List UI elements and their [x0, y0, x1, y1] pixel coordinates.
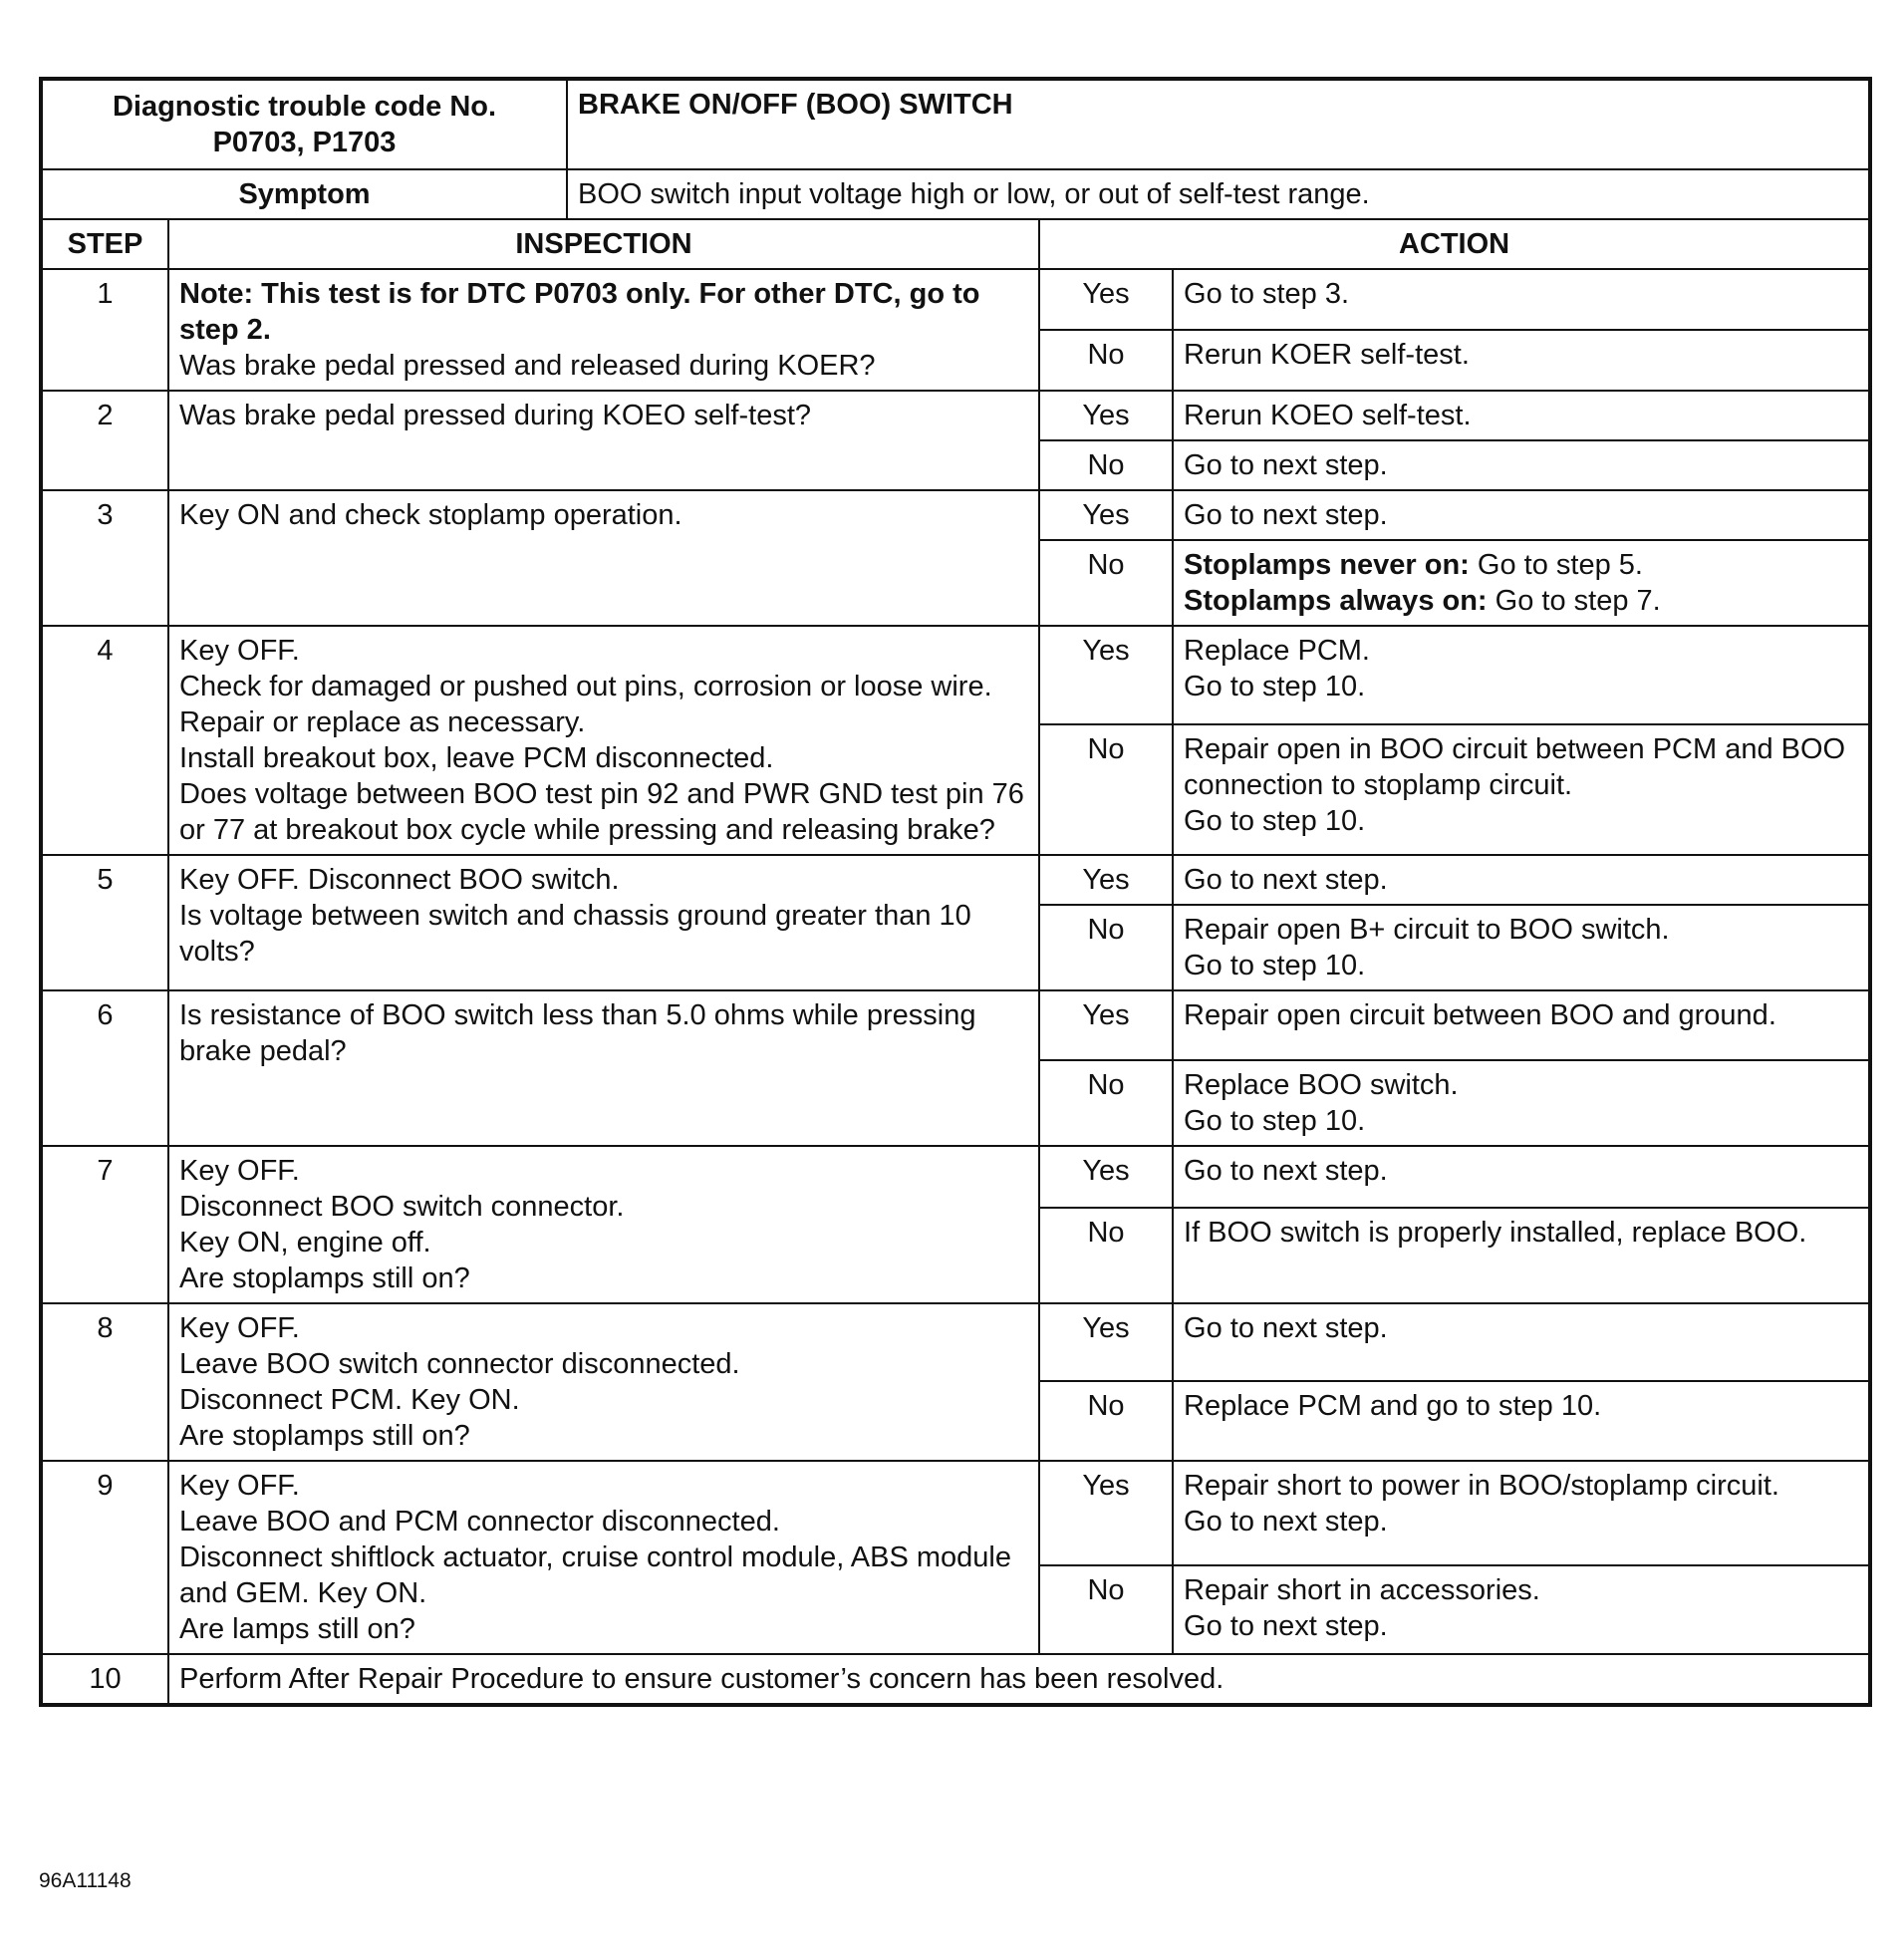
- text-line: Go to next step.: [1184, 1506, 1388, 1538]
- text-line: Perform After Repair Procedure to ensure customer’s concern has been resolved.: [179, 1663, 1224, 1695]
- text-line: Key OFF.: [179, 1470, 300, 1502]
- yes-label: Yes: [1039, 1303, 1173, 1381]
- step-number: 6: [41, 990, 168, 1146]
- yes-action: [1173, 626, 1870, 724]
- step-note: Note: This test is for DTC P0703 only. For other DTC, go to step 2.: [179, 278, 980, 346]
- text-line: Leave BOO and PCM connector disconnected.: [179, 1506, 780, 1538]
- yes-action: [1173, 1146, 1870, 1208]
- no-action: [1173, 724, 1870, 855]
- no-label: No: [1039, 724, 1173, 855]
- step-number: 2: [41, 391, 168, 490]
- text-line: Check for damaged or pushed out pins, corrosion or loose wire. Repair or replace as necessary.: [179, 671, 992, 738]
- text-line: Go to next step.: [1184, 449, 1388, 481]
- yes-label: Yes: [1039, 1146, 1173, 1208]
- inspection-cell: [168, 269, 1039, 391]
- yes-action: [1173, 490, 1870, 540]
- yes-label: Yes: [1039, 990, 1173, 1060]
- column-header-row: [41, 219, 1870, 269]
- inspection-cell: [168, 1303, 1039, 1461]
- text-line: Repair open B+ circuit to BOO switch.: [1184, 914, 1670, 946]
- no-action: [1173, 330, 1870, 391]
- text-line: Key ON and check stoplamp operation.: [179, 499, 682, 531]
- text-line: Is resistance of BOO switch less than 5.0 ohms while pressing brake pedal?: [179, 999, 976, 1067]
- text-line: Replace PCM.: [1184, 635, 1370, 667]
- inspection-cell: [168, 1146, 1039, 1303]
- text-line: Go to next step.: [1184, 499, 1388, 531]
- figure-reference: 96A11148: [39, 1869, 132, 1892]
- condition-action: Go to step 7.: [1487, 585, 1661, 617]
- text-line: Key OFF.: [179, 1155, 300, 1187]
- final-instruction: [168, 1654, 1870, 1705]
- text-line: Is voltage between switch and chassis ground greater than 10 volts?: [179, 900, 971, 968]
- text-line: Leave BOO switch connector disconnected.: [179, 1348, 740, 1380]
- text-line: Key OFF. Disconnect BOO switch.: [179, 864, 620, 896]
- text-line: Replace BOO switch.: [1184, 1069, 1459, 1101]
- no-action: [1173, 1381, 1870, 1461]
- text-line: Rerun KOER self-test.: [1184, 339, 1470, 371]
- text-line: Repair open circuit between BOO and ground.: [1184, 999, 1776, 1031]
- step-number: 5: [41, 855, 168, 990]
- text-line: Are stoplamps still on?: [179, 1262, 470, 1294]
- no-action: [1173, 540, 1870, 626]
- yes-label: Yes: [1039, 269, 1173, 330]
- text-line: Rerun KOEO self-test.: [1184, 400, 1472, 431]
- step-row: [41, 1146, 1870, 1208]
- no-action: [1173, 1565, 1870, 1654]
- text-line: Repair short to power in BOO/stoplamp circuit.: [1184, 1470, 1779, 1502]
- inspection-cell: [168, 626, 1039, 855]
- column-header-action: ACTION: [1039, 219, 1870, 269]
- text-line: Disconnect PCM. Key ON.: [179, 1384, 520, 1416]
- diagnostic-table: [39, 77, 1872, 1707]
- condition-label: Stoplamps always on:: [1184, 585, 1488, 617]
- inspection-cell: [168, 990, 1039, 1146]
- text-line: Are lamps still on?: [179, 1613, 415, 1645]
- text-line: Key OFF.: [179, 1312, 300, 1344]
- no-action: [1173, 1208, 1870, 1303]
- text-line: Was brake pedal pressed and released during KOER?: [179, 350, 876, 382]
- step-number: 4: [41, 626, 168, 855]
- inspection-cell: [168, 855, 1039, 990]
- no-label: No: [1039, 1208, 1173, 1303]
- step-number: 3: [41, 490, 168, 626]
- dtc-header-row: [41, 79, 1870, 169]
- text-line: Go to step 10.: [1184, 950, 1366, 981]
- step-row: [41, 1654, 1870, 1705]
- yes-action: [1173, 990, 1870, 1060]
- yes-action: [1173, 269, 1870, 330]
- text-line: Was brake pedal pressed during KOEO self-test?: [179, 400, 812, 431]
- no-label: No: [1039, 1565, 1173, 1654]
- text-line: Go to step 3.: [1184, 278, 1350, 310]
- symptom-text: BOO switch input voltage high or low, or out of self-test range.: [567, 169, 1870, 219]
- step-row: [41, 626, 1870, 724]
- dtc-label: Diagnostic trouble code No. P0703, P1703: [41, 79, 567, 169]
- no-label: No: [1039, 540, 1173, 626]
- text-line: Key ON, engine off.: [179, 1227, 431, 1259]
- step-row: [41, 269, 1870, 330]
- no-action: [1173, 440, 1870, 490]
- step-row: [41, 490, 1870, 540]
- no-action: [1173, 1060, 1870, 1146]
- inspection-cell: [168, 391, 1039, 490]
- no-action: [1173, 905, 1870, 990]
- no-label: No: [1039, 440, 1173, 490]
- text-line: Go to next step.: [1184, 864, 1388, 896]
- no-label: No: [1039, 330, 1173, 391]
- text-line: Replace PCM and go to step 10.: [1184, 1389, 1602, 1422]
- text-line: Are stoplamps still on?: [179, 1420, 470, 1452]
- text-line: Does voltage between BOO test pin 92 and PWR GND test pin 76 or 77 at breakout box cycle while pressing and releasing brake?: [179, 778, 1024, 846]
- column-header-inspection: INSPECTION: [168, 219, 1039, 269]
- yes-action: [1173, 391, 1870, 440]
- inspection-cell: [168, 490, 1039, 626]
- yes-action: [1173, 1461, 1870, 1565]
- no-label: No: [1039, 1060, 1173, 1146]
- page-title: BRAKE ON/OFF (BOO) SWITCH: [567, 79, 1870, 169]
- text-line: Go to next step.: [1184, 1312, 1388, 1344]
- yes-action: [1173, 1303, 1870, 1381]
- inspection-cell: [168, 1461, 1039, 1654]
- yes-label: Yes: [1039, 626, 1173, 724]
- step-row: [41, 391, 1870, 440]
- text-line: Repair open in BOO circuit between PCM and BOO connection to stoplamp circuit.: [1184, 733, 1846, 802]
- yes-label: Yes: [1039, 490, 1173, 540]
- text-line: Go to step 10.: [1184, 671, 1366, 702]
- text-line: Install breakout box, leave PCM disconnected.: [179, 742, 774, 774]
- step-number: 7: [41, 1146, 168, 1303]
- step-number: 10: [41, 1654, 168, 1705]
- text-line: Repair short in accessories.: [1184, 1574, 1540, 1607]
- step-row: [41, 1303, 1870, 1381]
- yes-action: [1173, 855, 1870, 905]
- symptom-row: [41, 169, 1870, 219]
- yes-label: Yes: [1039, 391, 1173, 440]
- text-line: Key OFF.: [179, 635, 300, 667]
- column-header-step: STEP: [41, 219, 168, 269]
- no-label: No: [1039, 905, 1173, 990]
- yes-label: Yes: [1039, 1461, 1173, 1565]
- no-label: No: [1039, 1381, 1173, 1461]
- step-row: [41, 1461, 1870, 1565]
- no-action-line: [1184, 547, 1858, 583]
- text-line: Go to next step.: [1184, 1610, 1388, 1643]
- symptom-label: Symptom: [41, 169, 567, 219]
- yes-label: Yes: [1039, 855, 1173, 905]
- condition-label: Stoplamps never on:: [1184, 549, 1470, 581]
- text-line: Go to next step.: [1184, 1155, 1388, 1187]
- step-number: 9: [41, 1461, 168, 1654]
- text-line: If BOO switch is properly installed, replace BOO.: [1184, 1217, 1807, 1250]
- text-line: Go to step 10.: [1184, 1105, 1366, 1137]
- text-line: Disconnect BOO switch connector.: [179, 1191, 625, 1223]
- step-number: 1: [41, 269, 168, 391]
- condition-action: Go to step 5.: [1469, 549, 1643, 581]
- text-line: Go to step 10.: [1184, 805, 1366, 838]
- step-number: 8: [41, 1303, 168, 1461]
- step-row: [41, 855, 1870, 905]
- step-row: [41, 990, 1870, 1060]
- no-action-line: [1184, 583, 1858, 619]
- steps-body: [41, 269, 1870, 1705]
- text-line: Disconnect shiftlock actuator, cruise control module, ABS module and GEM. Key ON.: [179, 1541, 1011, 1609]
